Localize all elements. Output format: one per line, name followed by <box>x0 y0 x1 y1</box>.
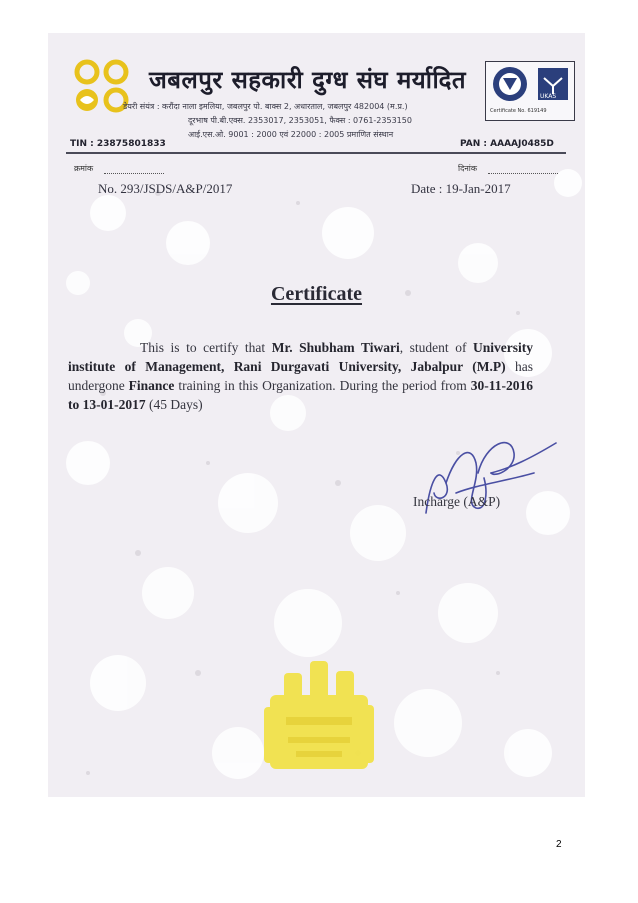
quality-badge-icon <box>486 62 574 108</box>
ukas-text: UKAS <box>540 93 557 100</box>
page-number: 2 <box>556 839 562 850</box>
header-divider <box>66 152 566 154</box>
tin-number: TIN : 23875801833 <box>70 139 166 149</box>
organization-name: जबलपुर सहकारी दुग्ध संघ मर्यादित <box>149 66 467 94</box>
institute-name: University institute of Management, Rani Durgavati University, Jabalpur (M.P) <box>68 340 533 374</box>
iso-line: आई.एस.ओ. 9001 : 2000 एवं 22000 : 2005 प्रमाणित संस्थान <box>188 130 394 139</box>
kramank-label: क्रमांक <box>74 164 94 173</box>
certificate-body: This is to certify that Mr. Shubham Tiwari, student of University institute of Management, Rani Durgavati University, Jabalpur (M.P) has undergone Finance training in this Organization. During the period from 30-11-2016 to 13-01-2017 (45 Days) <box>68 340 533 412</box>
training-field: Finance <box>128 378 175 393</box>
scanned-certificate <box>48 33 585 797</box>
certification-badges <box>485 61 575 121</box>
organization-seal-icon <box>260 655 378 773</box>
reference-number: No. 293/JSDS/A&P/2017 <box>98 181 233 196</box>
address-line: डेयरी संयंत्र : करौंदा नाला इमलिया, जबलपुर पो. बाक्स 2, अधारताल, जबलपुर 482004 (म.प्र.) <box>123 102 408 111</box>
student-name: Mr. Shubham Tiwari <box>271 340 400 355</box>
phone-line: दूरभाष पी.बी.एक्स. 2353017, 2353051, फैक्स : 0761-2353150 <box>188 116 412 125</box>
signatory-designation: Incharge (A&P) <box>413 494 501 509</box>
certificate-title: Certificate <box>270 283 363 305</box>
cert-badge-text: Certificate No. 619149 <box>490 108 547 114</box>
pan-number: PAN : AAAAJ0485D <box>460 139 554 149</box>
issue-date: Date : 19-Jan-2017 <box>411 181 511 196</box>
dinank-label: दिनांक <box>458 164 477 173</box>
training-period: 30-11-2016 to 13-01-2017 <box>68 378 533 412</box>
